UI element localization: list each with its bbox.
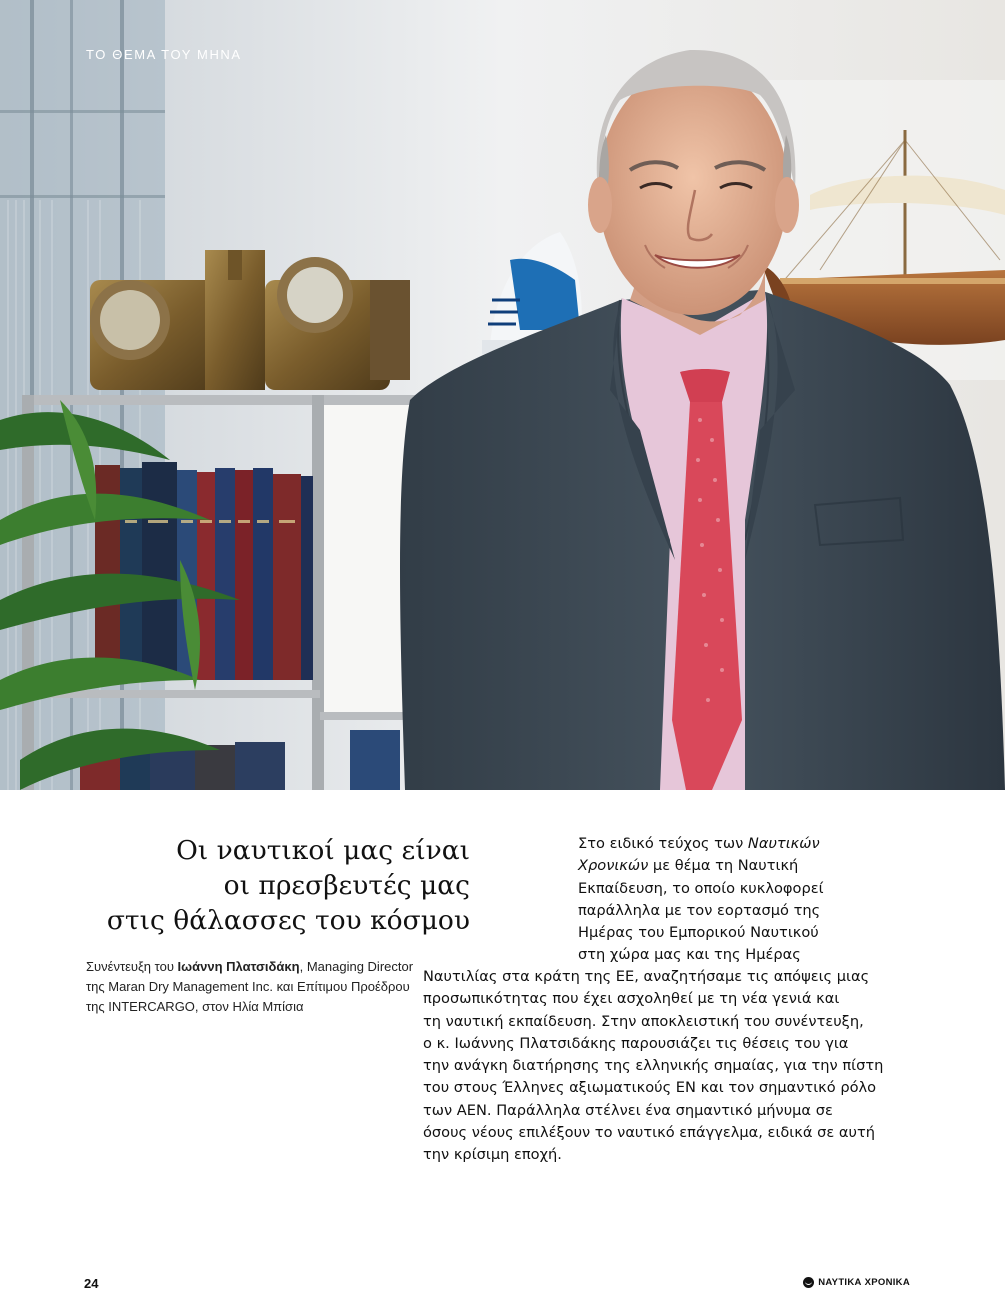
lede-top (578, 833, 878, 967)
lede-text: με θέμα τη Ναυτική (648, 857, 799, 875)
magazine-footer (803, 1277, 910, 1288)
article-headline (60, 833, 470, 938)
lede-text: Στο ειδικό τεύχος των (578, 835, 748, 852)
lede-italic: Χρονικών (578, 857, 649, 875)
magazine-name: ΝΑΥΤΙΚΑ ΧΡΟΝΙΚΑ (818, 1277, 910, 1288)
headline-line: οι πρεσβευτές μας (223, 870, 470, 901)
byline (86, 957, 416, 1017)
byline-name: Ιωάννη Πλατσιδάκη (177, 959, 300, 974)
lede-line (578, 855, 878, 877)
lede-line: στη χώρα μας και της Ημέρας (578, 946, 801, 964)
magazine-logo-icon (803, 1277, 814, 1288)
lede-line: Εκπαίδευση, το οποίο κυκλοφορεί (578, 879, 824, 897)
section-label: ΤΟ ΘΕΜΑ ΤΟΥ ΜΗΝΑ (86, 47, 242, 62)
lede-line: τη ναυτική εκπαίδευση. Στην αποκλειστική του συνέντευξη, (423, 1012, 864, 1030)
lede-line: των ΑΕΝ. Παράλληλα στέλνει ένα σημαντικό μήνυμα σε (423, 1101, 833, 1119)
byline-prefix: Συνέντευξη του (86, 959, 178, 974)
lede-line: παράλληλα με τον εορτασμό της (578, 901, 821, 919)
headline-line: Οι ναυτικοί μας είναι (176, 835, 470, 866)
byline-rest: , Managing Director της Maran Dry Management Inc. και Επίτιμου Προέδρου της INTERCARGO, στον Ηλία Μπίσια (86, 959, 414, 1014)
page-number: 24 (84, 1276, 99, 1291)
lede-line: Ημέρας του Εμπορικού Ναυτικού (578, 924, 819, 942)
lede-line: ο κ. Ιωάννης Πλατσιδάκης παρουσιάζει τις θέσεις του για (423, 1034, 849, 1052)
headline-line: στις θάλασσες του κόσμου (106, 905, 470, 936)
lede-line: του στους Έλληνες αξιωματικούς ΕΝ και τον σημαντικό ρόλο (423, 1079, 877, 1097)
lede-line: Ναυτιλίας στα κράτη της ΕΕ, αναζητήσαμε τις απόψεις μιας (423, 968, 870, 985)
lede-line: προσωπικότητας που έχει ασχοληθεί με τη νέα γενιά και (423, 990, 840, 1008)
lede-bottom (423, 966, 923, 1167)
lede-italic: Ναυτικών (747, 835, 820, 852)
lede-line: την κρίσιμη εποχή. (423, 1146, 562, 1164)
lede-line: όσους νέους επιλέξουν το ναυτικό επάγγελμα, ειδικά σε αυτή (423, 1124, 875, 1142)
lede-line (578, 833, 878, 855)
lede-line: την ανάγκη διατήρησης της ελληνικής σημαίας, για την πίστη (423, 1057, 884, 1075)
